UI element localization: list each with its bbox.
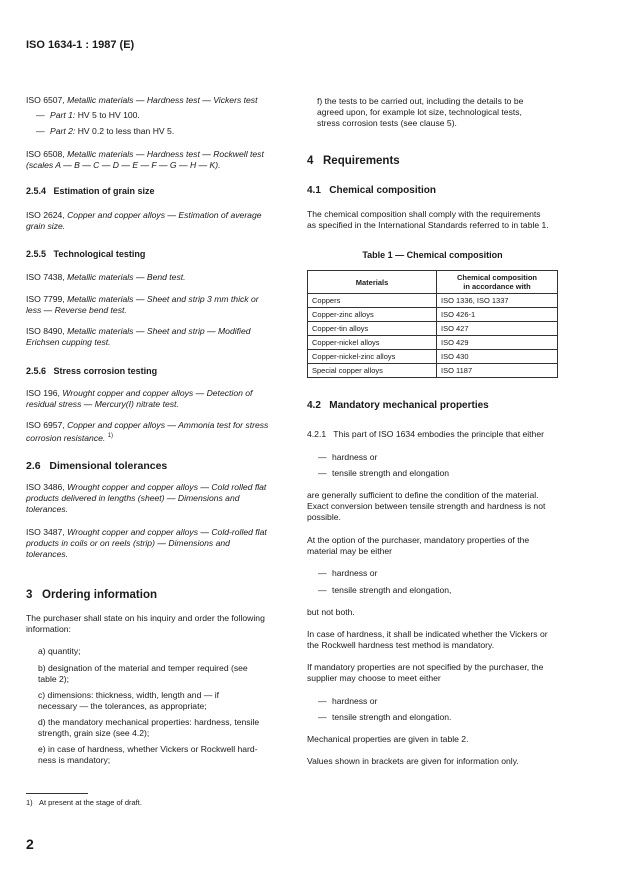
- table-row: Copper-nickel alloys ISO 429: [308, 336, 558, 350]
- table-row: Copper-nickel-zinc alloys ISO 430: [308, 350, 558, 364]
- order-item-c: c) dimensions: thickness, width, length and — if necessary — the tolerances, as appropriate;: [38, 690, 220, 711]
- ref-iso6507: ISO 6507, Metallic materials — Hardness test — Vickers test: [26, 95, 258, 105]
- table-row: Copper-tin alloys ISO 427: [308, 322, 558, 336]
- ref-iso3487: ISO 3487, Wrought copper and copper alloys — Cold-rolled flat products in coils or on reels (strip) — Dimensions and tolerances.: [26, 527, 267, 559]
- footnote: 1) At present at the stage of draft.: [26, 798, 142, 807]
- ref-iso6508: ISO 6508, Metallic materials — Hardness test — Rockwell test (scales A — B — C — D — E — F — G — H — K).: [26, 149, 264, 170]
- table-header-materials: Materials: [308, 271, 437, 294]
- ref-iso8490: ISO 8490, Metallic materials — Sheet and strip — Modified Erichsen cupping test.: [26, 326, 251, 347]
- table-row: Special copper alloys ISO 1187: [308, 364, 558, 378]
- section-3-heading: 3 Ordering information: [26, 589, 157, 601]
- section-4-heading: 4 Requirements: [307, 155, 400, 167]
- section-2-6-heading: 2.6 Dimensional tolerances: [26, 460, 168, 472]
- ref-iso3486: ISO 3486, Wrought copper and copper alloys — Cold rolled flat products delivered in lengths (sheet) — Dimensions and tolerances.: [26, 482, 267, 514]
- table-1-caption: Table 1 — Chemical composition: [362, 250, 503, 260]
- paragraph-brackets: Values shown in brackets are given for information only.: [307, 756, 519, 766]
- paragraph-conversion: are generally sufficient to define the condition of the material. Exact conversion between tensile strength and hardness is not possible.: [307, 490, 546, 522]
- paragraph-not-specified: If mandatory properties are not specified by the purchaser, the supplier may choose to meet either: [307, 662, 544, 683]
- section-4-2-heading: 4.2 Mandatory mechanical properties: [307, 400, 489, 411]
- page-number: 2: [26, 836, 34, 852]
- table-row: Coppers ISO 1336, ISO 1337: [308, 294, 558, 308]
- order-item-a: a) quantity;: [38, 646, 81, 656]
- list-item: — tensile strength and elongation.: [318, 712, 452, 722]
- paragraph-option: At the option of the purchaser, mandatory properties of the material may be either: [307, 535, 530, 556]
- ref-iso6507-part1: — Part 1: HV 5 to HV 100.: [36, 110, 140, 120]
- order-item-f: f) the tests to be carried out, including the details to be agreed upon, for example lot size, technological tests, stress corrosion tests (see clause 5).: [317, 96, 524, 128]
- list-item: — hardness or: [318, 452, 378, 462]
- list-item: — hardness or: [318, 696, 378, 706]
- ref-iso7799: ISO 7799, Metallic materials — Sheet and strip 3 mm thick or less — Reverse bend test.: [26, 294, 259, 315]
- list-item: — hardness or: [318, 568, 378, 578]
- table-1-chemical-composition: [307, 270, 558, 378]
- order-item-e: e) in case of hardness, whether Vickers or Rockwell hard- ness is mandatory;: [38, 744, 258, 765]
- paragraph-hardness-method: In case of hardness, it shall be indicated whether the Vickers or the Rockwell hardness test method is mandatory.: [307, 629, 548, 650]
- section-3-intro: The purchaser shall state on his inquiry and order the following information:: [26, 613, 265, 634]
- section-4-1-text: The chemical composition shall comply with the requirements as specified in the International Standards referred to in table 1.: [307, 209, 549, 230]
- order-item-b: b) designation of the material and temper required (see table 2);: [38, 663, 248, 684]
- ref-iso196: ISO 196, Wrought copper and copper alloys — Detection of residual stress — Mercury(I) nitrate test.: [26, 388, 253, 409]
- section-4-2-1-text: 4.2.1 This part of ISO 1634 embodies the principle that either: [307, 429, 544, 439]
- footnote-rule: [26, 793, 88, 794]
- paragraph-table-2: Mechanical properties are given in table 2.: [307, 734, 469, 744]
- ref-iso6507-part2: — Part 2: HV 0.2 to less than HV 5.: [36, 126, 175, 136]
- table-header-composition: Chemical composition in accordance with: [437, 271, 558, 294]
- list-item: — tensile strength and elongation,: [318, 585, 452, 595]
- footnote-marker: 1): [107, 433, 114, 439]
- document-id: ISO 1634-1 : 1987 (E): [26, 39, 135, 51]
- order-item-d: d) the mandatory mechanical properties: hardness, tensile strength, grain size (see 4.2);: [38, 717, 260, 738]
- paragraph-not-both: but not both.: [307, 607, 355, 617]
- section-2-5-5-heading: 2.5.5 Technological testing: [26, 249, 146, 259]
- section-2-5-4-heading: 2.5.4 Estimation of grain size: [26, 186, 155, 196]
- ref-iso7438: ISO 7438, Metallic materials — Bend test.: [26, 272, 186, 282]
- ref-iso6957: ISO 6957, Copper and copper alloys — Ammonia test for stress corrosion resistance. $^{1)}$: [26, 420, 269, 443]
- section-2-5-6-heading: 2.5.6 Stress corrosion testing: [26, 366, 158, 376]
- section-4-1-heading: 4.1 Chemical composition: [307, 185, 436, 196]
- table-row: Copper-zinc alloys ISO 426-1: [308, 308, 558, 322]
- list-item: — tensile strength and elongation: [318, 468, 450, 478]
- ref-iso2624: ISO 2624, Copper and copper alloys — Estimation of average grain size.: [26, 210, 262, 231]
